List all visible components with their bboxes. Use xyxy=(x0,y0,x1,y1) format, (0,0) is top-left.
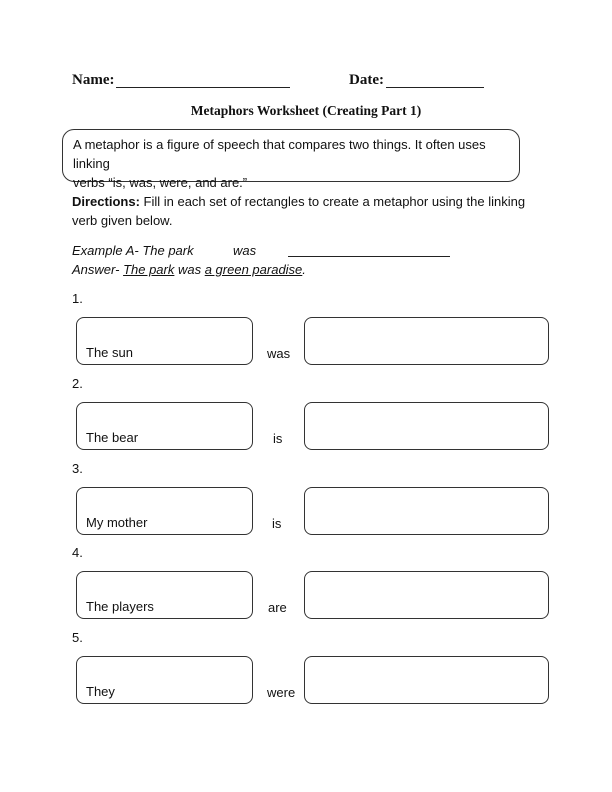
linking-verb: was xyxy=(267,346,291,361)
answer-verb: was xyxy=(174,262,205,277)
answer-box[interactable] xyxy=(304,402,549,450)
name-label: Name: xyxy=(72,72,115,88)
subject-text: They xyxy=(86,684,115,699)
linking-verb: are xyxy=(268,600,287,615)
item-number: 4. xyxy=(72,545,83,560)
answer-subject: The park xyxy=(123,262,175,277)
linking-verb: is xyxy=(273,431,283,446)
directions-text-2: verb given below. xyxy=(72,213,173,228)
subject-text: The bear xyxy=(86,430,139,445)
item-number: 5. xyxy=(72,630,83,645)
directions xyxy=(72,192,532,230)
example-verb: was xyxy=(233,243,257,258)
answer-box[interactable] xyxy=(304,656,549,704)
name-line[interactable] xyxy=(116,87,290,88)
answer-prefix: Answer- xyxy=(72,262,124,277)
subject-box xyxy=(76,317,253,365)
item-number: 3. xyxy=(72,461,83,476)
item-number: 2. xyxy=(72,376,83,391)
answer-end: . xyxy=(302,262,306,277)
answer-object: a green paradise xyxy=(204,262,303,277)
date-label: Date: xyxy=(349,72,384,88)
subject-box xyxy=(76,656,253,704)
subject-text: My mother xyxy=(86,515,148,530)
subject-box xyxy=(76,571,253,619)
linking-verb: were xyxy=(267,685,296,700)
directions-text-1: Fill in each set of rectangles to create a metaphor using the linking xyxy=(139,194,526,209)
date-line[interactable] xyxy=(386,87,484,88)
linking-verb: is xyxy=(272,516,282,531)
subject-box xyxy=(76,487,253,535)
example-prompt: Example A- The park xyxy=(72,243,194,258)
subject-text: The sun xyxy=(86,345,133,360)
definition-line-1: A metaphor is a figure of speech that compares two things. It often uses linking xyxy=(73,137,486,171)
worksheet-title: Metaphors Worksheet (Creating Part 1) xyxy=(190,103,422,118)
definition-line-2: verbs “is, was, were, and are.” xyxy=(73,175,248,190)
definition-box xyxy=(62,129,520,190)
directions-label: Directions: xyxy=(72,194,140,209)
example-line xyxy=(288,256,450,257)
subject-text: The players xyxy=(86,599,154,614)
answer-box[interactable] xyxy=(304,571,549,619)
subject-box xyxy=(76,402,253,450)
example-block xyxy=(72,241,472,279)
answer-box[interactable] xyxy=(304,487,549,535)
answer-box[interactable] xyxy=(304,317,549,365)
item-number: 1. xyxy=(72,291,83,306)
